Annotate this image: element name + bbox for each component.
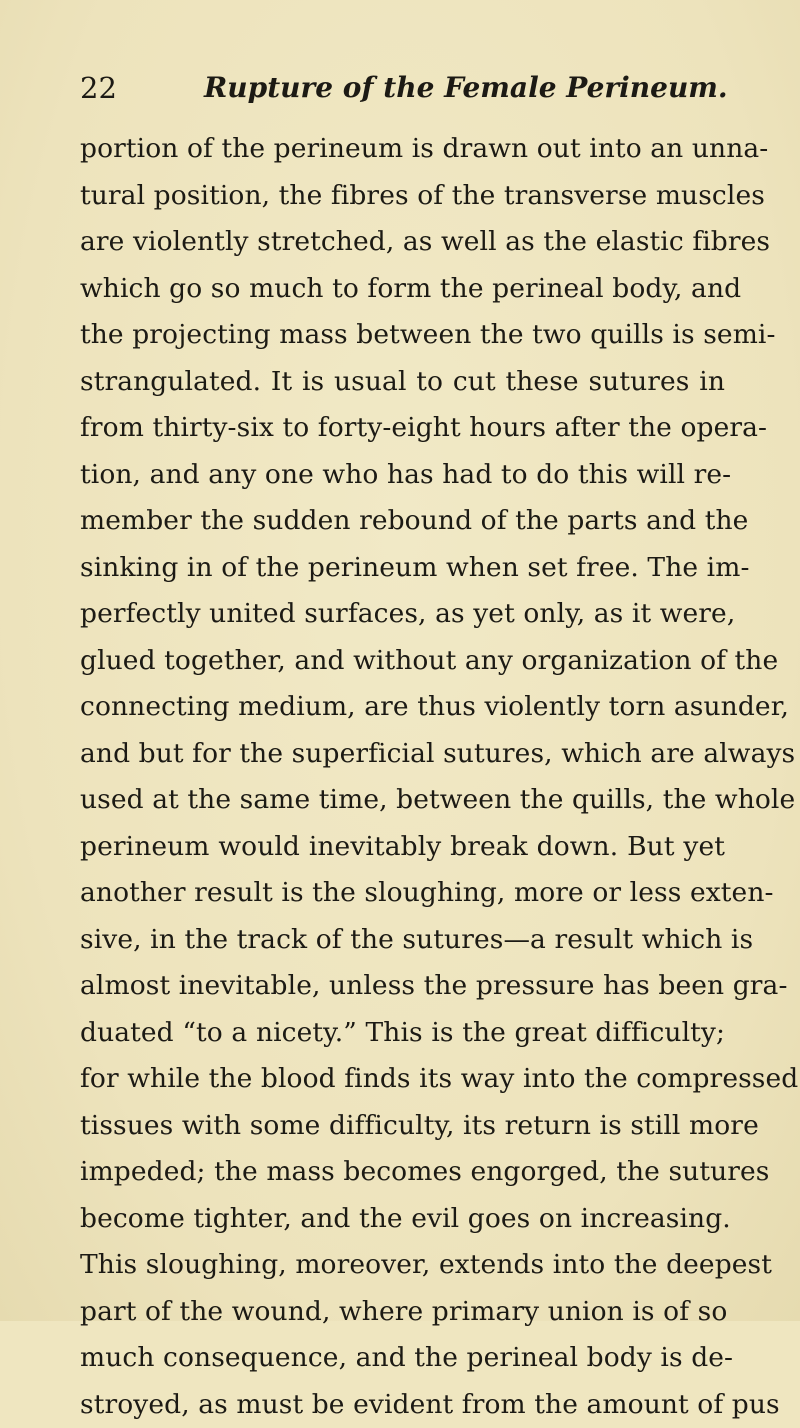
text-line: duated “to a nicety.” This is the great difficulty;: [80, 1010, 725, 1057]
text-line: which go so much to form the perineal body, and: [80, 266, 725, 313]
text-line: from thirty-six to forty-eight hours after the opera-: [80, 405, 725, 452]
text-line: tural position, the fibres of the transverse muscles: [80, 173, 725, 220]
text-line: almost inevitable, unless the pressure has been gra-: [80, 963, 725, 1010]
text-line: stroyed, as must be evident from the amount of pus: [80, 1382, 725, 1428]
text-line: portion of the perineum is drawn out into an unna-: [80, 126, 725, 173]
text-line: for while the blood finds its way into the compressed: [80, 1056, 725, 1103]
text-line: another result is the sloughing, more or less exten-: [80, 870, 725, 917]
page-number: 22: [80, 70, 117, 106]
running-head: [80, 70, 720, 110]
text-line: connecting medium, are thus violently torn asunder,: [80, 684, 725, 731]
text-line: glued together, and without any organization of the: [80, 638, 725, 685]
text-line: used at the same time, between the quills, the whole: [80, 777, 725, 824]
text-line: tion, and any one who has had to do this will re-: [80, 452, 725, 499]
text-line: become tighter, and the evil goes on increasing.: [80, 1196, 725, 1243]
running-title: Rupture of the Female Perineum.: [204, 70, 728, 106]
text-line: tissues with some difficulty, its return is still more: [80, 1103, 725, 1150]
text-line: member the sudden rebound of the parts and the: [80, 498, 725, 545]
text-line: This sloughing, moreover, extends into the deepest: [80, 1242, 725, 1289]
text-line: part of the wound, where primary union is of so: [80, 1289, 725, 1336]
text-line: impeded; the mass becomes engorged, the sutures: [80, 1149, 725, 1196]
text-line: perfectly united surfaces, as yet only, as it were,: [80, 591, 725, 638]
text-line: sinking in of the perineum when set free. The im-: [80, 545, 725, 592]
text-line: the projecting mass between the two quills is semi-: [80, 312, 725, 359]
text-line: perineum would inevitably break down. But yet: [80, 824, 725, 871]
text-line: and but for the superficial sutures, which are always: [80, 731, 725, 778]
body-text: [80, 126, 725, 1428]
text-line: much consequence, and the perineal body is de-: [80, 1335, 725, 1382]
text-line: are violently stretched, as well as the elastic fibres: [80, 219, 725, 266]
text-line: sive, in the track of the sutures—a result which is: [80, 917, 725, 964]
text-line: strangulated. It is usual to cut these sutures in: [80, 359, 725, 406]
